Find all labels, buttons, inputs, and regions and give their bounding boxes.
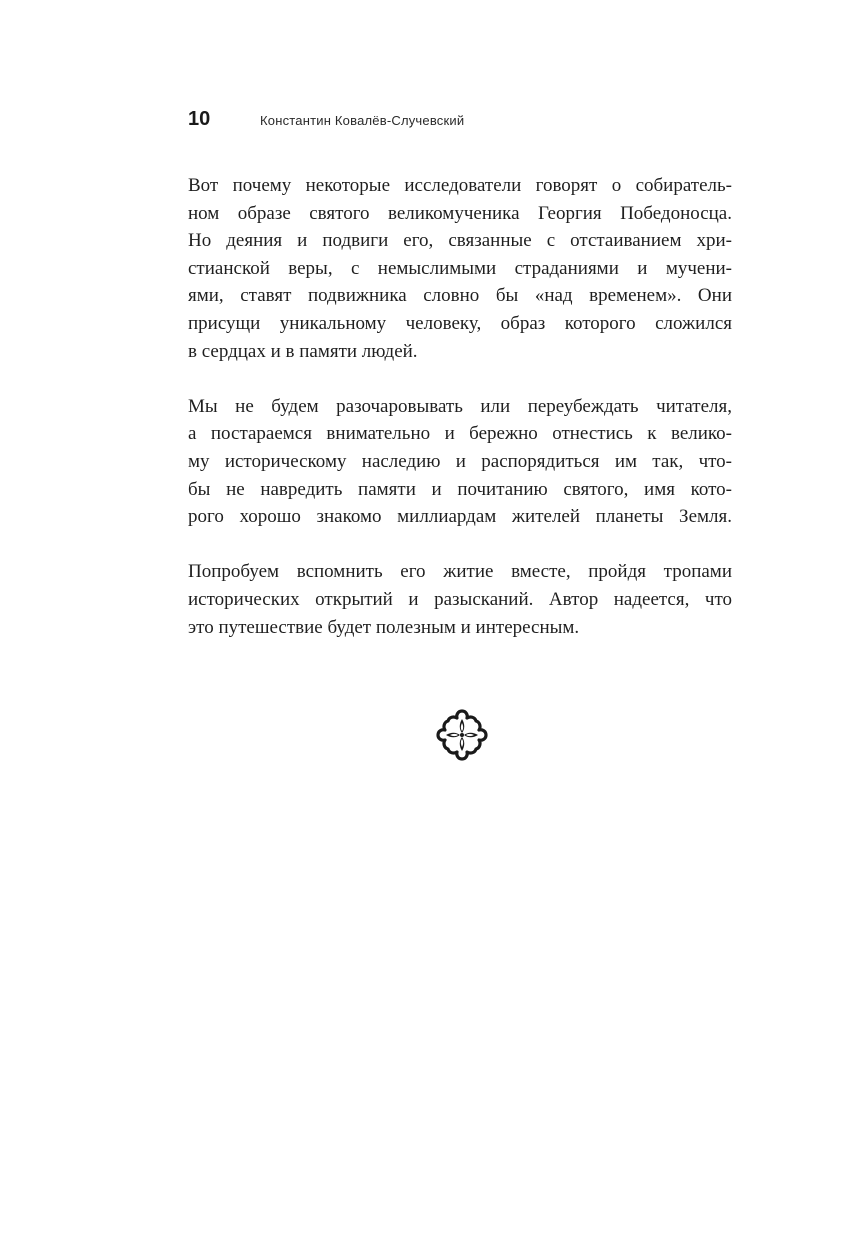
text-line: стианской веры, с немыслимыми страданиями и мучени- bbox=[188, 257, 732, 279]
text-line: а постараемся внимательно и бережно отнестись к велико- bbox=[188, 423, 732, 445]
author-name: Константин Ковалёв-Случевский bbox=[260, 113, 465, 128]
page-number: 10 bbox=[188, 108, 211, 130]
text-line: это путешествие будет полезным и интересным. bbox=[188, 616, 580, 638]
text-line: му историческому наследию и распорядиться им так, что- bbox=[188, 450, 732, 472]
text-line: ном образе святого великомученика Георгия Победоносца. bbox=[188, 202, 732, 224]
paragraph-3 bbox=[188, 558, 732, 641]
paragraph-1 bbox=[188, 172, 732, 365]
floral-ornament-icon bbox=[434, 707, 490, 763]
text-line: в сердцах и в памяти людей. bbox=[188, 340, 418, 362]
text-line: Вот почему некоторые исследователи говорят о собиратель- bbox=[188, 175, 732, 196]
text-line: бы не навредить памяти и почитанию святого, имя кото- bbox=[188, 478, 732, 500]
text-line: Попробуем вспомнить его житие вместе, пройдя тропами bbox=[188, 561, 732, 583]
paragraph-2 bbox=[188, 393, 732, 531]
text-line: Но деяния и подвиги его, связанные с отстаиванием хри- bbox=[188, 230, 732, 252]
running-head bbox=[188, 108, 748, 138]
text-line: исторических открытий и разысканий. Автор надеется, что bbox=[188, 588, 732, 610]
text-line: присущи уникальному человеку, образ которого сложился bbox=[188, 312, 732, 334]
body-text bbox=[188, 172, 732, 641]
text-line: Мы не будем разочаровывать или переубеждать читателя, bbox=[188, 395, 732, 417]
text-line: рого хорошо знакомо миллиардам жителей планеты Земля. bbox=[188, 506, 732, 528]
text-line: ями, ставят подвижника словно бы «над временем». Они bbox=[188, 285, 732, 307]
